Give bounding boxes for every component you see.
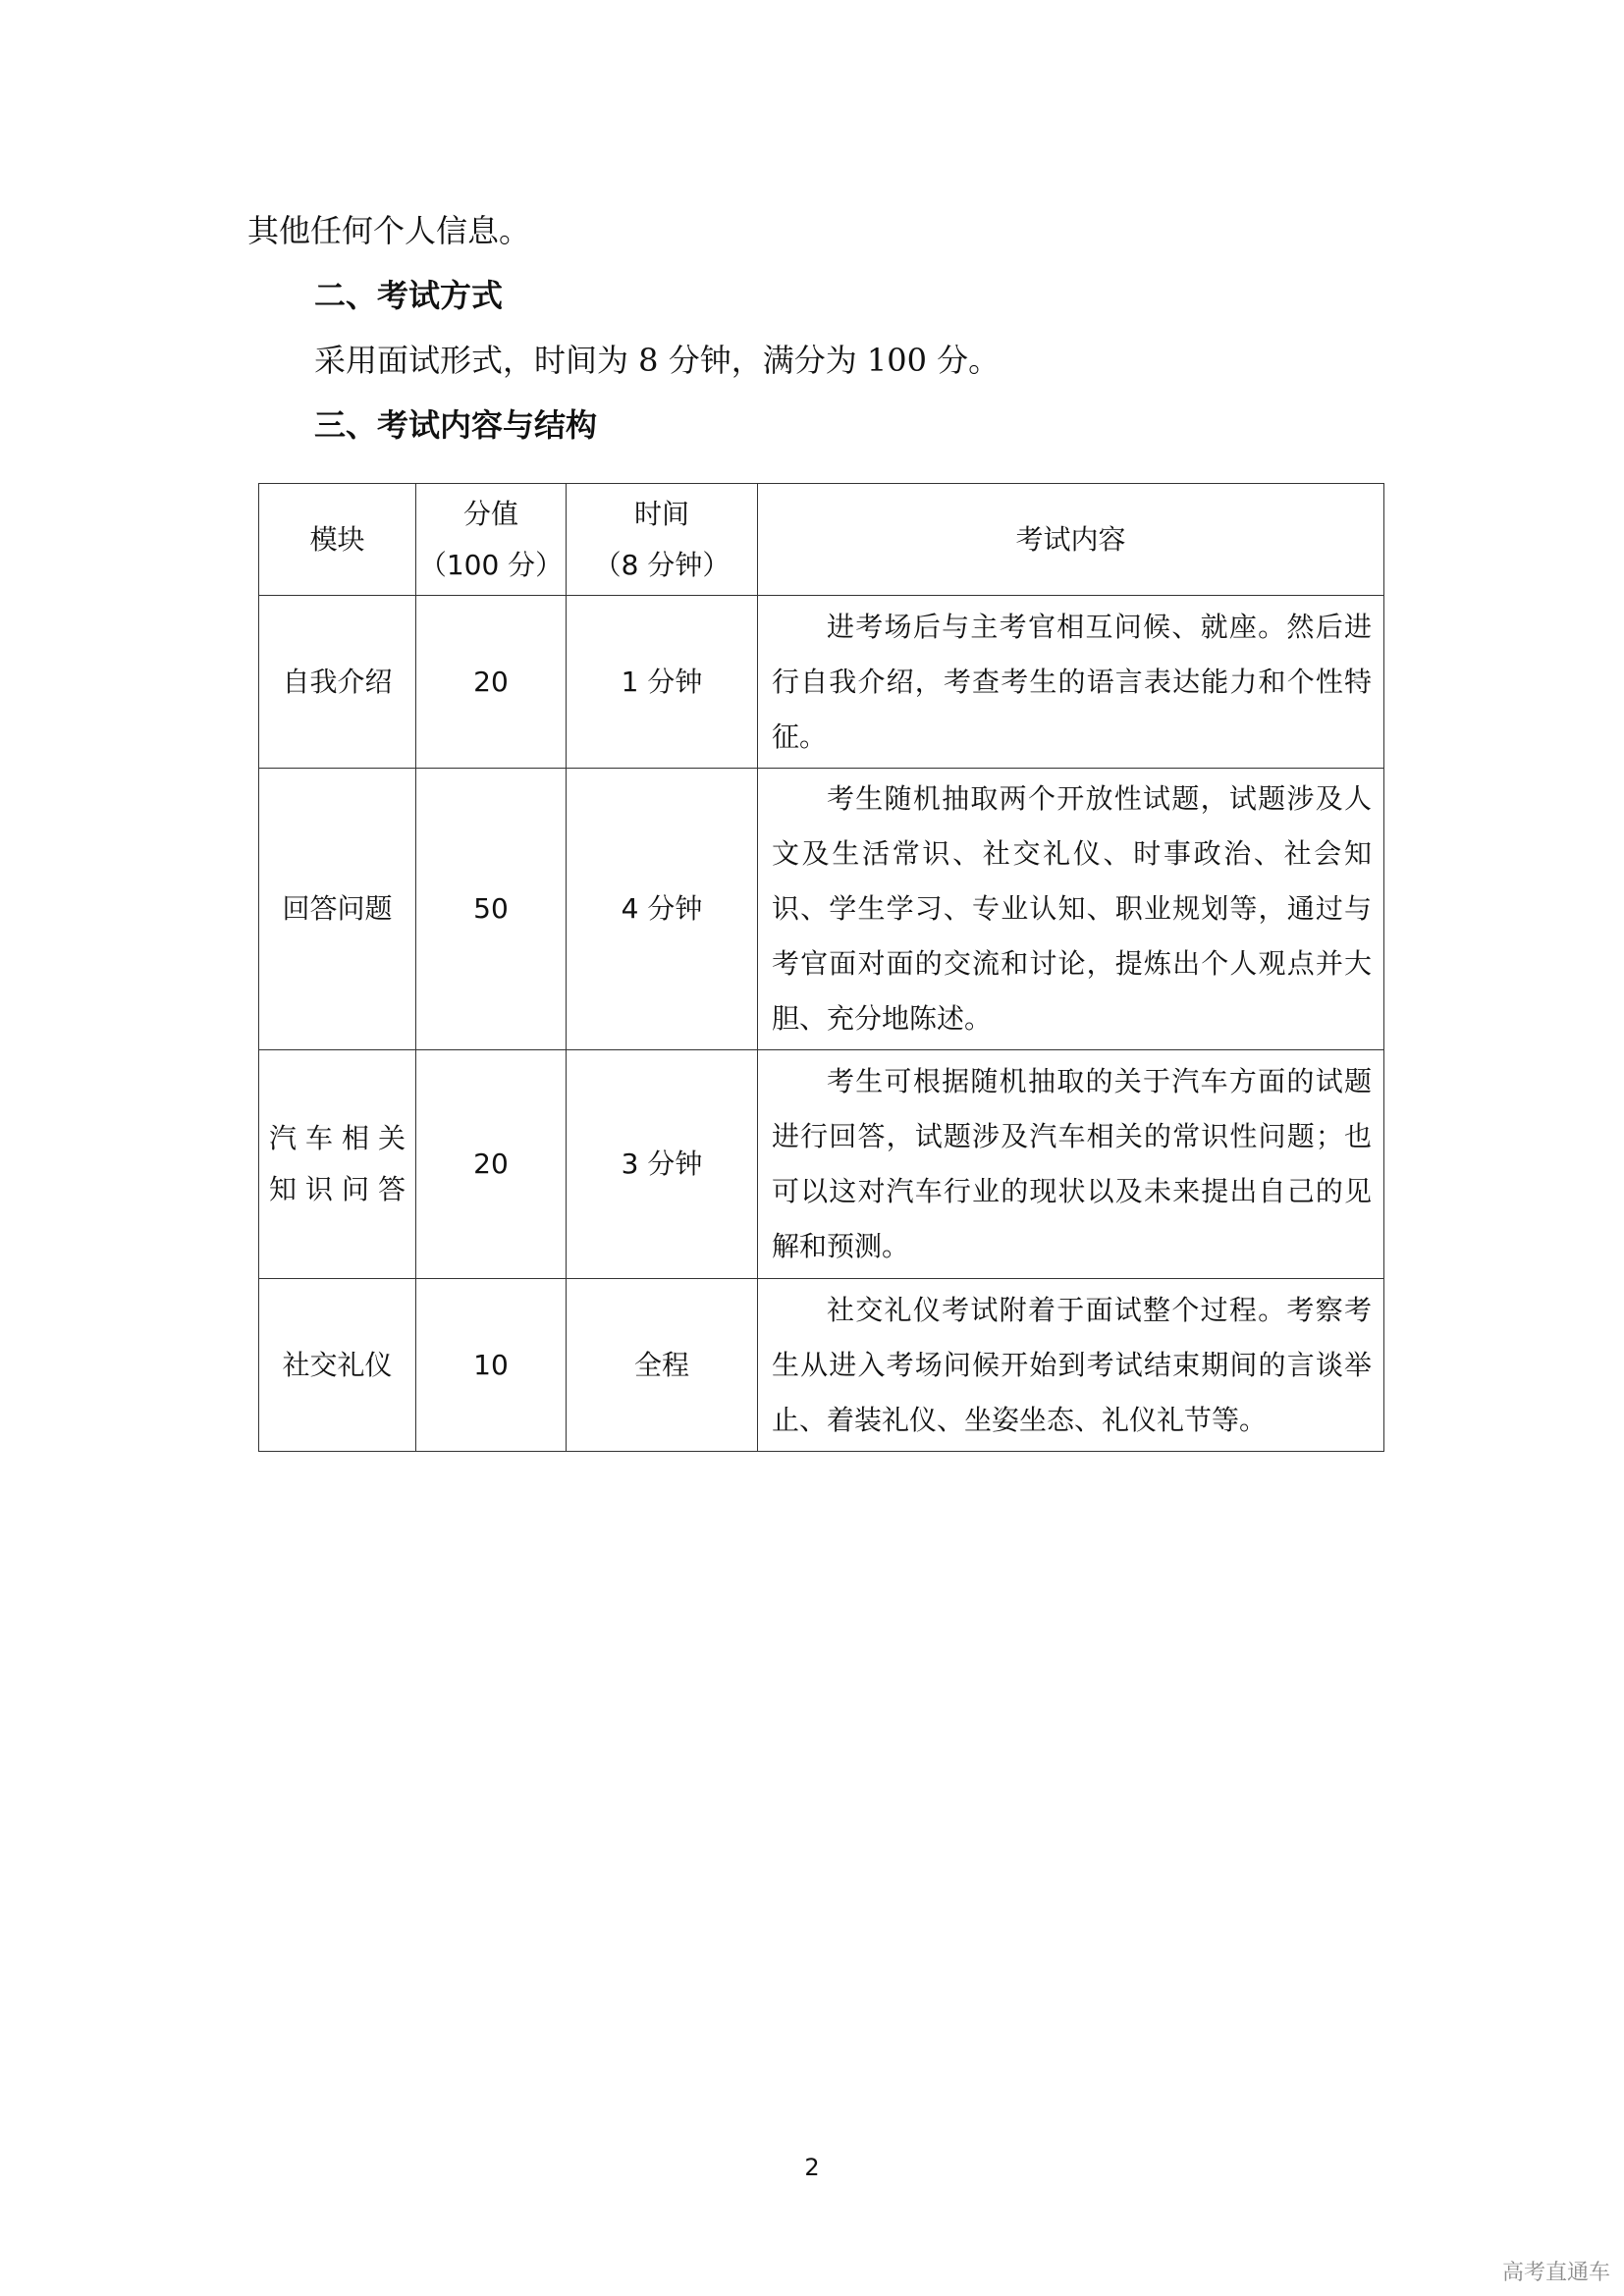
section-heading-exam-format: 二、考试方式 xyxy=(314,277,504,314)
page-number: 2 xyxy=(804,2154,820,2181)
content-text: 考生随机抽取两个开放性试题，试题涉及人文及生活常识、社交礼仪、时事政治、社会知识、学生学习、专业认知、职业规划等，通过与考官面对面的交流和讨论，提炼出个人观点并大胆、充分地陈述。 xyxy=(772,782,1372,1035)
header-score xyxy=(416,484,567,596)
content-cell xyxy=(758,1279,1384,1452)
module-cell: 自我介绍 xyxy=(259,596,416,769)
module-cell: 社交礼仪 xyxy=(259,1279,416,1452)
time-cell: 全程 xyxy=(567,1279,758,1452)
content-cell xyxy=(758,596,1384,769)
watermark: 高考直通车 xyxy=(1501,2261,1610,2285)
time-cell: 1 分钟 xyxy=(567,596,758,769)
table-row xyxy=(259,1279,1384,1452)
exam-format-text: 采用面试形式，时间为 8 分钟，满分为 100 分。 xyxy=(314,342,1001,379)
content-text: 进考场后与主考官相互问候、就座。然后进行自我介绍，考查考生的语言表达能力和个性特征。 xyxy=(772,610,1372,753)
table-row xyxy=(259,596,1384,769)
header-content: 考试内容 xyxy=(758,484,1384,596)
time-cell: 4 分钟 xyxy=(567,769,758,1050)
content-text: 考生可根据随机抽取的关于汽车方面的试题进行回答，试题涉及汽车相关的常识性问题；也可以这对汽车行业的现状以及未来提出自己的见解和预测。 xyxy=(772,1065,1372,1262)
header-score-total: （100 分） xyxy=(418,548,564,581)
content-cell xyxy=(758,769,1384,1050)
header-module: 模块 xyxy=(259,484,416,596)
score-cell: 20 xyxy=(416,1050,567,1279)
content-text: 社交礼仪考试附着于面试整个过程。考察考生从进入考场问候开始到考试结束期间的言谈举止、着装礼仪、坐姿坐态、礼仪礼节等。 xyxy=(772,1293,1372,1436)
exam-structure-table xyxy=(258,483,1384,1452)
module-cell: 汽车相关知识问答 xyxy=(259,1050,416,1279)
content-cell xyxy=(758,1050,1384,1279)
section-heading-exam-content: 三、考试内容与结构 xyxy=(314,406,598,444)
table-header-row xyxy=(259,484,1384,596)
table-row xyxy=(259,1050,1384,1279)
header-time-total: （8 分钟） xyxy=(593,548,731,581)
header-time xyxy=(567,484,758,596)
score-cell: 10 xyxy=(416,1279,567,1452)
score-cell: 50 xyxy=(416,769,567,1050)
header-time-label: 时间 xyxy=(633,497,689,530)
time-cell: 3 分钟 xyxy=(567,1050,758,1279)
table-row xyxy=(259,769,1384,1050)
score-cell: 20 xyxy=(416,596,567,769)
header-score-label: 分值 xyxy=(462,497,518,530)
continuation-text: 其他任何个人信息。 xyxy=(247,212,531,249)
module-cell: 回答问题 xyxy=(259,769,416,1050)
